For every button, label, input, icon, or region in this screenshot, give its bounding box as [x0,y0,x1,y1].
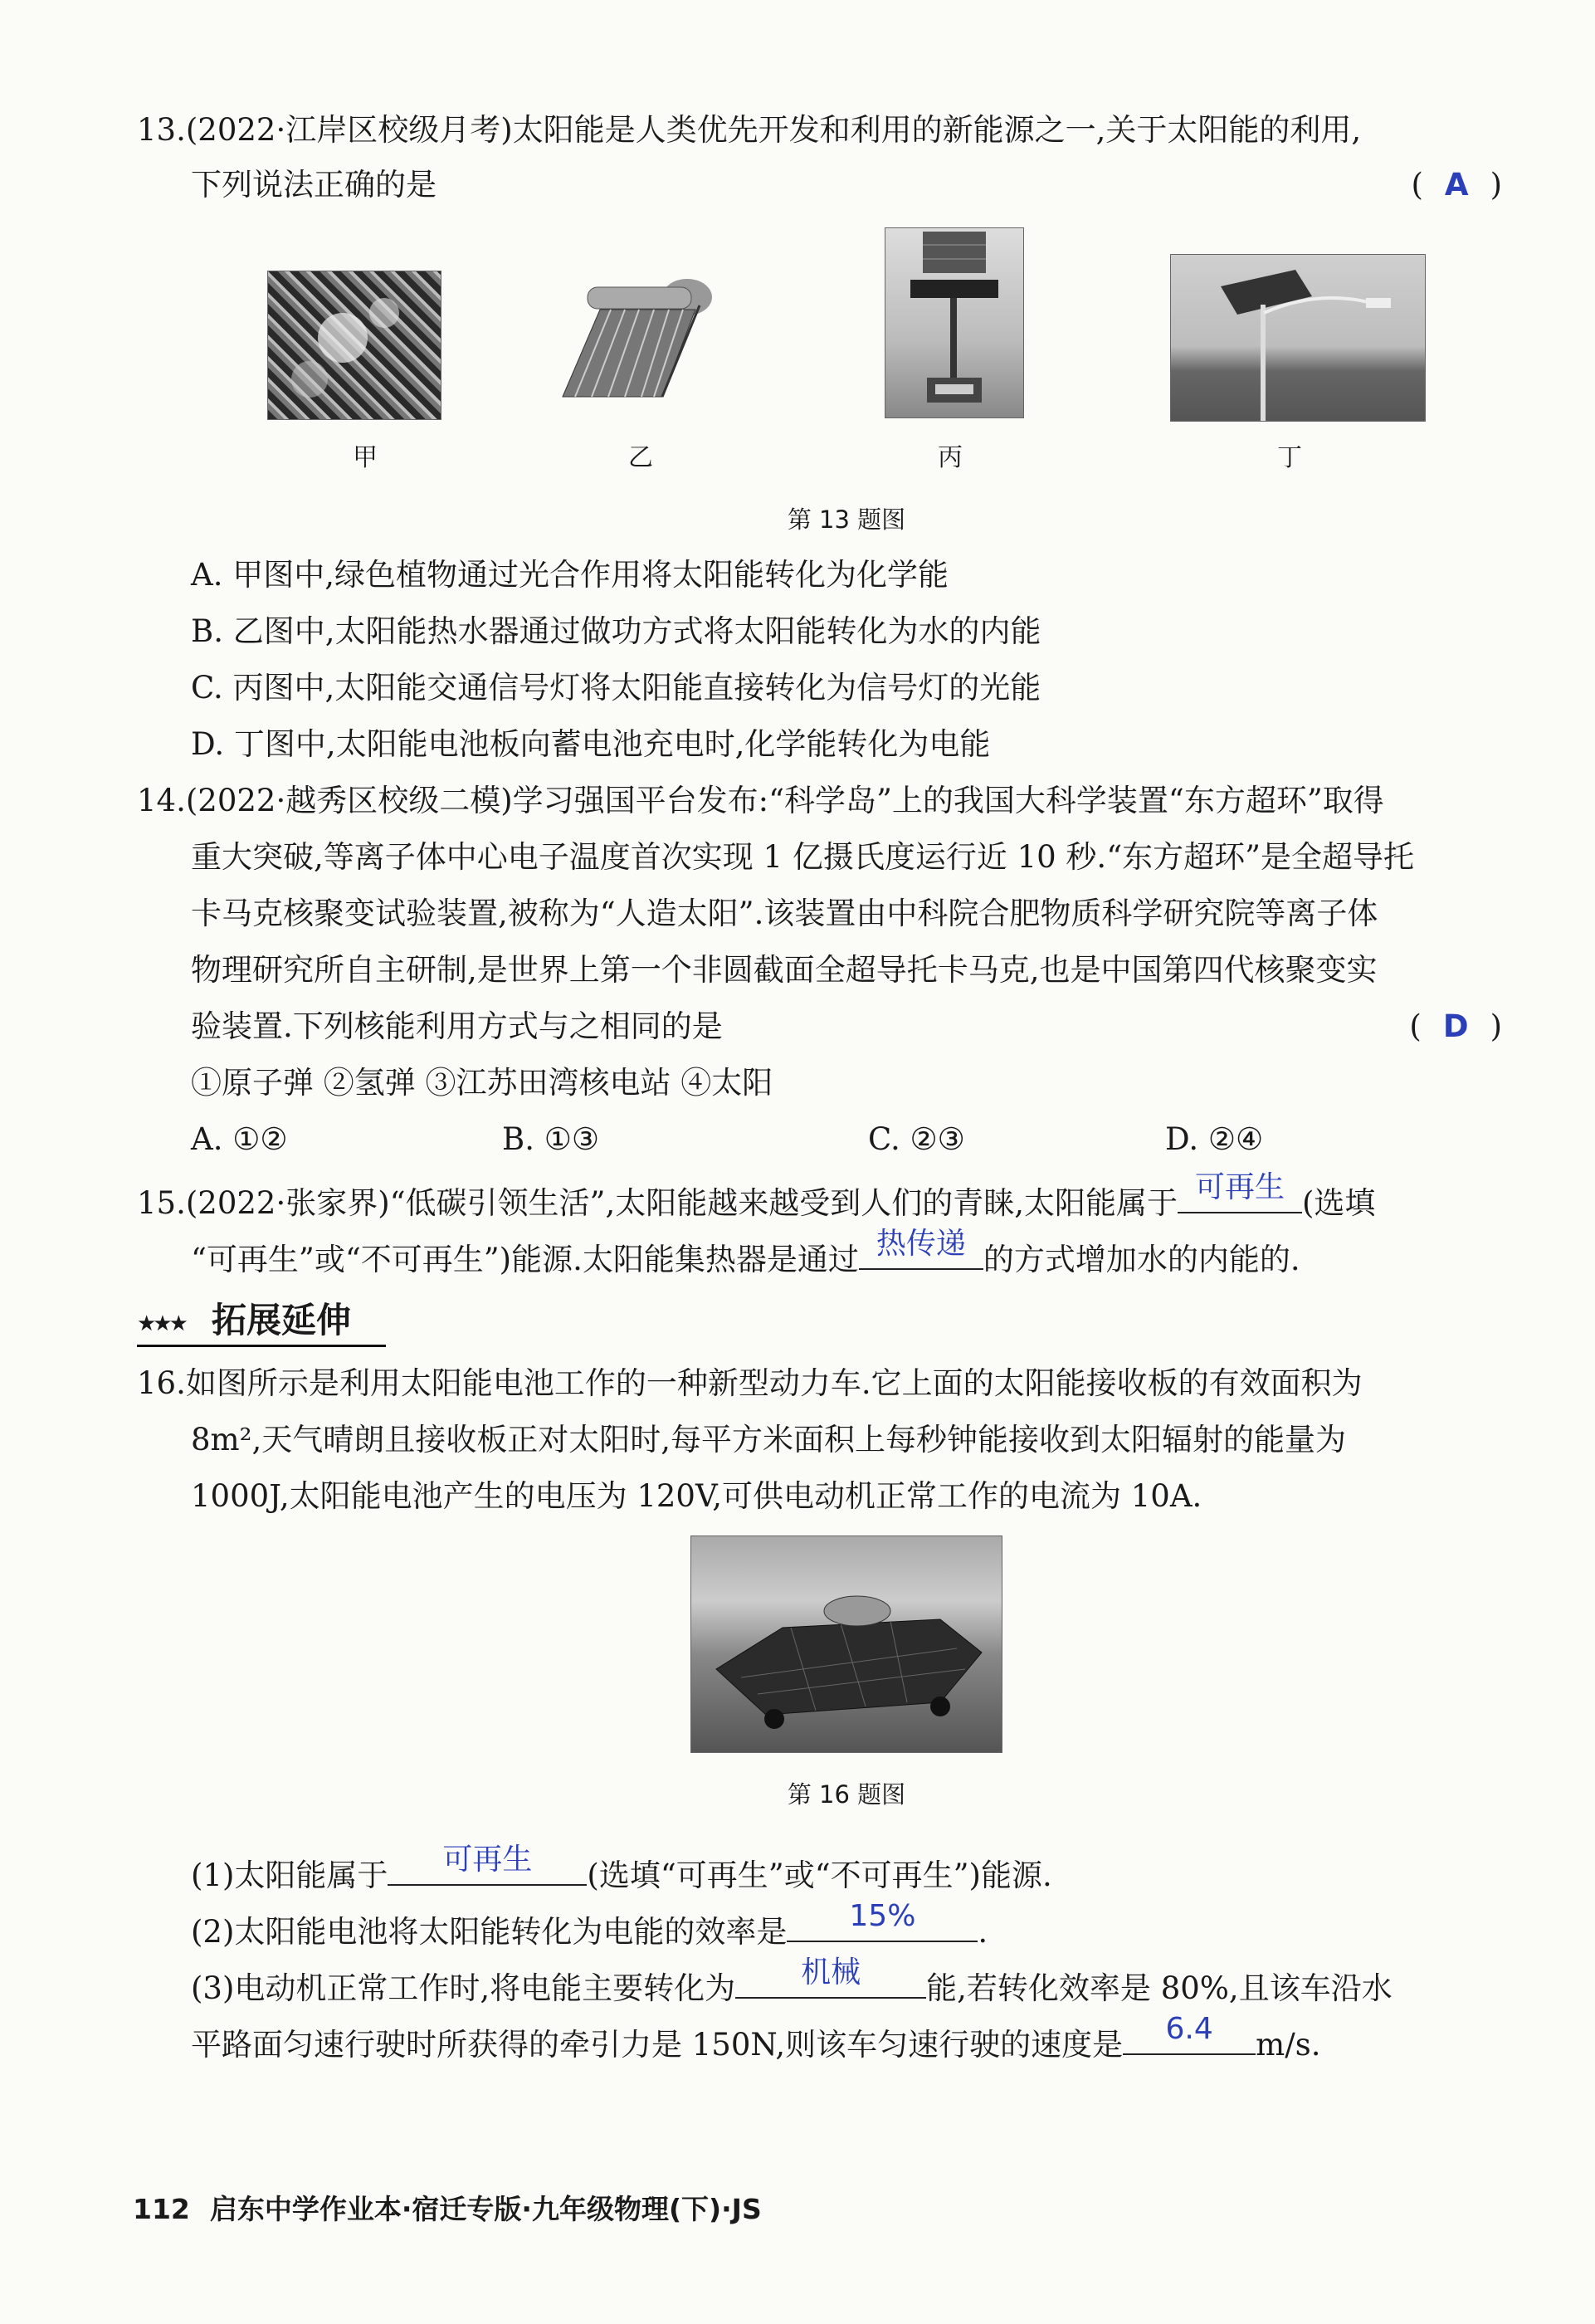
q16-blank-1[interactable] [388,1843,587,1886]
q16-sub4-post: m/s. [1256,2027,1321,2063]
q16-sub4 [191,2012,1502,2066]
q16-figure-caption: 第 16 题图 [787,1780,906,1809]
q14-option-a: A. ①② [191,1121,288,1157]
book-title: 启东中学作业本·宿迁专版·九年级物理(下)·JS [209,2193,762,2225]
q16-sub2-post: . [978,1914,988,1950]
solar-traffic-light-photo [885,227,1024,418]
q14-answer: D [1442,1008,1469,1044]
page-number: 112 [133,2193,190,2225]
q15-blank-1[interactable] [1178,1170,1302,1213]
solar-car-drawing [691,1536,1002,1752]
q15-fill-1: 可再生 [1194,1170,1285,1204]
q13-option-a: A. 甲图中,绿色植物通过光合作用将太阳能转化为化学能 [191,557,949,593]
q16-fill-4: 6.4 [1165,2012,1213,2046]
q14-items: ①原子弹 ②氢弹 ③江苏田湾核电站 ④太阳 [191,1065,773,1101]
q16-sub4-pre: 平路面匀速行驶时所获得的牵引力是 150N,则该车匀速行驶的速度是 [191,2027,1124,2063]
caption-ding: 丁 [1277,443,1302,472]
caption-bing: 丙 [938,443,963,472]
q13-option-c: C. 丙图中,太阳能交通信号灯将太阳能直接转化为信号灯的光能 [191,670,1041,706]
q13-answer: A [1444,167,1469,203]
q14-option-c: C. ②③ [868,1121,965,1157]
solar-car-photo [690,1536,1002,1753]
caption-jia: 甲 [353,443,378,472]
q13-figure-caption: 第 13 题图 [787,505,906,534]
q14-line5: 验装置.下列核能利用方式与之相同的是 [191,1008,723,1044]
leaves-photo [267,271,441,420]
q16-sub2-pre: (2)太阳能电池将太阳能转化为电能的效率是 [191,1914,788,1950]
q16-fill-1: 可再生 [442,1843,533,1877]
q16-blank-3[interactable] [735,1955,926,1999]
q14-answer-paren: ( D ) [1409,1008,1502,1044]
q16-sub3 [191,1955,1502,2009]
q14-line1: 14.(2022·越秀区校级二模)学习强国平台发布:“科学岛”上的我国大科学装置“东方超环”取得 [137,783,1384,818]
q16-blank-2[interactable] [787,1899,978,1942]
solar-water-heater-drawing [554,272,720,418]
caption-yi: 乙 [628,443,653,472]
q13-line2: 下列说法正确的是 [191,167,437,203]
q14-line4: 物理研究所自主研制,是世界上第一个非圆截面全超导托卡马克,也是中国第四代核聚变实 [191,952,1378,988]
q15-line2-post: 的方式增加水的内能的. [983,1242,1300,1277]
q13-option-b: B. 乙图中,太阳能热水器通过做功方式将太阳能转化为水的内能 [191,613,1041,649]
q16-sub3-post: 能,若转化效率是 80%,且该车沿水 [926,1970,1393,2006]
leaves-texture [268,271,441,419]
q15-fill-2: 热传递 [876,1227,966,1261]
section-title: 拓展延伸 [212,1300,352,1340]
street-light-drawing [1171,255,1425,421]
q14-option-d: D. ②④ [1165,1121,1264,1157]
q16-line3: 1000J,太阳能电池产生的电压为 120V,可供电动机正常工作的电流为 10A. [191,1478,1202,1514]
q15-line1-post: (选填 [1302,1185,1376,1221]
q16-sub1-pre: (1)太阳能属于 [191,1858,388,1893]
q16-blank-4[interactable] [1123,2012,1256,2055]
q16-sub1 [191,1843,1502,1897]
traffic-light-drawing [885,228,1023,417]
q16-line2: 8m²,天气晴朗且接收板正对太阳时,每平方米面积上每秒钟能接收到太阳辐射的能量为 [191,1422,1346,1457]
q16-sub2 [191,1899,1502,1953]
q15-line2-pre: “可再生”或“不可再生”)能源.太阳能集热器是通过 [191,1242,859,1277]
q16-sub3-pre: (3)电动机正常工作时,将电能主要转化为 [191,1970,736,2006]
stars-icon: ★★★ [137,1311,185,1336]
q16-fill-3: 机械 [801,1955,861,1990]
q13-answer-paren: ( A ) [1411,167,1502,203]
q15-line1 [137,1170,1448,1224]
q15-blank-2[interactable] [859,1227,983,1270]
solar-water-heater-photo [554,272,720,418]
page-footer [133,2188,762,2227]
q16-line1: 16.如图所示是利用太阳能电池工作的一种新型动力车.它上面的太阳能接收板的有效面积为 [137,1365,1363,1401]
q14-line3: 卡马克核聚变试验装置,被称为“人造太阳”.该装置由中科院合肥物质科学研究院等离子体 [191,896,1378,931]
q13-line1: 13.(2022·江岸区校级月考)太阳能是人类优先开发和利用的新能源之一,关于太阳能的利用, [137,112,1362,148]
section-header [137,1293,386,1347]
solar-street-light-photo [1170,254,1426,422]
q14-line2: 重大突破,等离子体中心电子温度首次实现 1 亿摄氏度运行近 10 秒.“东方超环”是全超导托 [191,839,1415,875]
q16-fill-2: 15% [849,1899,916,1933]
q13-option-d: D. 丁图中,太阳能电池板向蓄电池充电时,化学能转化为电能 [191,726,991,762]
q14-option-b: B. ①③ [502,1121,600,1157]
q15-line2 [191,1227,1502,1281]
q16-sub1-post: (选填“可再生”或“不可再生”)能源. [587,1858,1052,1893]
q15-line1-pre: 15.(2022·张家界)“低碳引领生活”,太阳能越来越受到人们的青睐,太阳能属于 [137,1185,1178,1221]
